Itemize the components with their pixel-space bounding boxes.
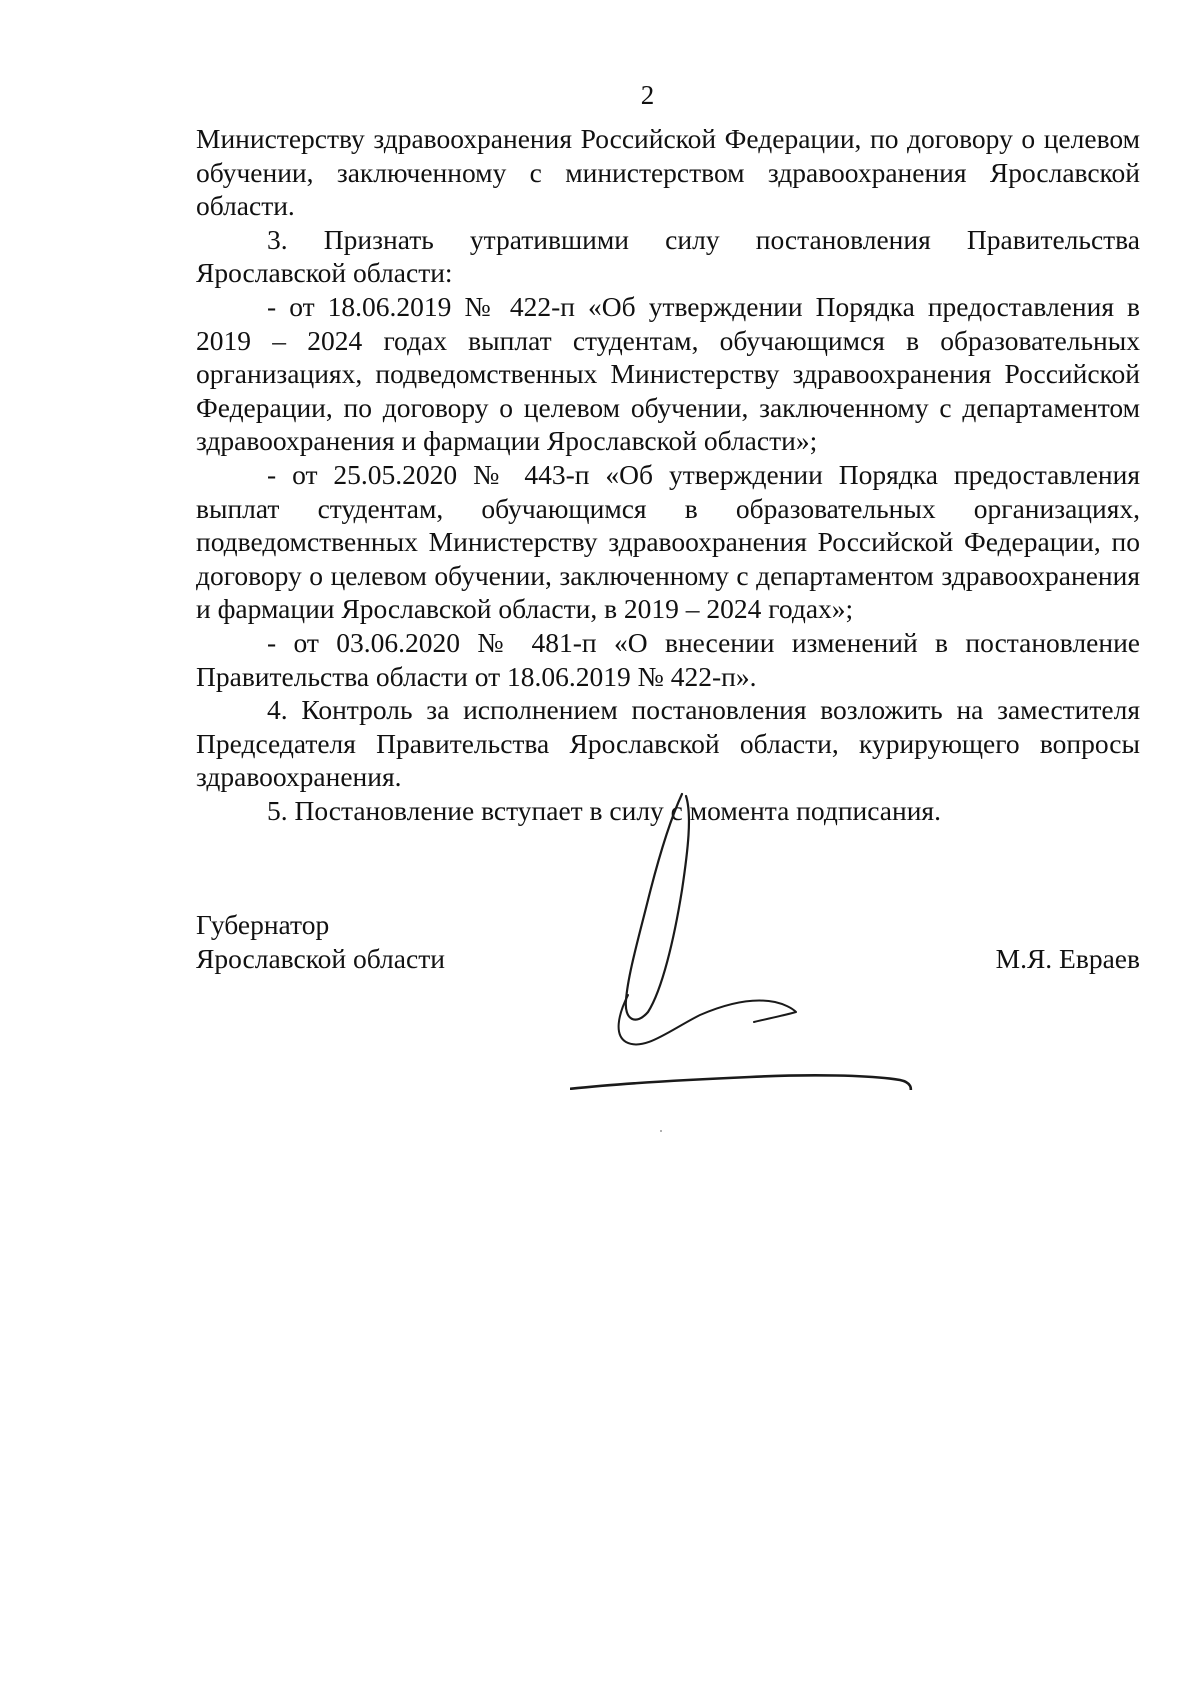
signatory-position-line2: Ярославской области <box>196 943 445 974</box>
handwritten-signature <box>570 790 990 1090</box>
page-number: 2 <box>640 80 655 110</box>
paragraph-repeal-422: - от 18.06.2019 № 422-п «Об утверждении Порядка предоставления в 2019 – 2024 годах выплат студентам, обучающимся в образовательных организациях, подведомственных Министерству здравоохранения Российской Федерации, по договору о целевом обучении, заключенному с департаментом здравоохранения и фармации Ярославской области»; <box>196 290 1140 457</box>
paragraph-repeal-443: - от 25.05.2020 № 443-п «Об утверждении Порядка предоставления выплат студентам, обучающимся в образовательных организациях, подведомственных Министерству здравоохранения Российской Федерации, по договору о целевом обучении, заключенному с департаментом здравоохранения и фармации Ярославской области, в 2019 – 2024 годах»; <box>196 458 1140 625</box>
paragraph-item-3: 3. Признать утратившими силу постановления Правительства Ярославской области: <box>196 223 1140 289</box>
paragraph-repeal-481: - от 03.06.2020 № 481-п «О внесении изменений в постановление Правительства области от 18.06.2019 № 422-п». <box>196 626 1140 692</box>
paragraph-item-5: 5. Постановление вступает в силу с момента подписания. <box>267 794 941 826</box>
document-body <box>196 122 1140 827</box>
signatory-position-line1: Губернатор <box>196 909 330 940</box>
paragraph-item-4: 4. Контроль за исполнением постановления возложить на заместителя Председателя Правительства Ярославской области, курирующего вопросы здравоохранения. <box>196 694 1140 793</box>
paragraph-continuation: Министерству здравоохранения Российской Федерации, по договору о целевом обучении, заключенному с министерством здравоохранения Ярославской области. <box>196 123 1140 222</box>
signatory-name: М.Я. Евраев <box>995 943 1140 974</box>
scan-speck <box>660 1130 662 1132</box>
